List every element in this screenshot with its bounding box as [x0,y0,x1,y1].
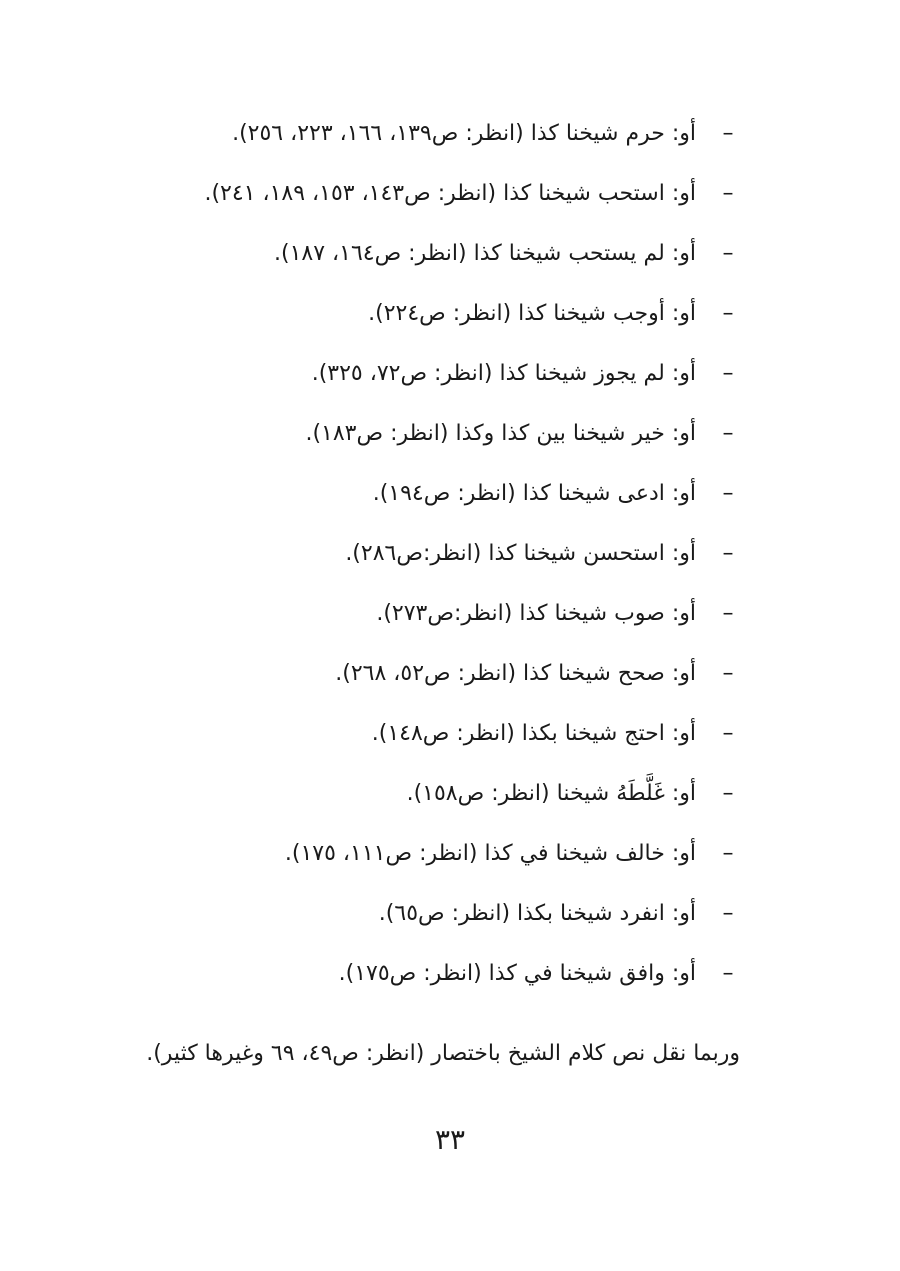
bullet-dash: – [722,841,734,866]
bullet-dash: – [722,481,734,506]
list-item [100,706,740,766]
list-item-text: أو: خير شيخنا بين كذا وكذا (انظر: ص١٨٣). [305,421,696,446]
list-item [100,826,740,886]
list-item [100,226,740,286]
bullet-dash: – [722,961,734,986]
list-item-text: أو: وافق شيخنا في كذا (انظر: ص١٧٥). [338,961,696,986]
bullet-dash: – [722,721,734,746]
list-item-text: أو: انفرد شيخنا بكذا (انظر: ص٦٥). [378,901,696,926]
list-item-text: أو: استحسن شيخنا كذا (انظر:ص٢٨٦). [345,541,696,566]
list-item-text: أو: غَلَّطَهُ شيخنا (انظر: ص١٥٨). [406,781,696,806]
bullet-dash: – [722,121,734,146]
bullet-dash: – [722,601,734,626]
list-item [100,106,740,166]
list-item [100,346,740,406]
bullet-dash: – [722,661,734,686]
list-item [100,766,740,826]
bullet-dash: – [722,541,734,566]
closing-paragraph: وربما نقل نص كلام الشيخ باختصار (انظر: ص٤٩، ٦٩ وغيرها كثير). [146,1041,740,1066]
list-item-text: أو: احتج شيخنا بكذا (انظر: ص١٤٨). [371,721,696,746]
bullet-dash: – [722,241,734,266]
list-item [100,406,740,466]
list-item [100,466,740,526]
page-number: ٣٣ [434,1123,466,1156]
list-item-text: أو: خالف شيخنا في كذا (انظر: ص١١١، ١٧٥). [284,841,696,866]
list-item-text: أو: استحب شيخنا كذا (انظر: ص١٤٣، ١٥٣، ١٨٩، ٢٤١). [204,181,696,206]
citation-list [100,106,740,1006]
list-item [100,526,740,586]
list-item [100,286,740,346]
bullet-dash: – [722,181,734,206]
list-item-text: أو: أوجب شيخنا كذا (انظر: ص٢٢٤). [368,301,696,326]
list-item-text: أو: لم يستحب شيخنا كذا (انظر: ص١٦٤، ١٨٧). [274,241,696,266]
list-item [100,646,740,706]
list-item [100,946,740,1006]
bullet-dash: – [722,781,734,806]
bullet-dash: – [722,901,734,926]
bullet-dash: – [722,361,734,386]
bullet-dash: – [722,301,734,326]
list-item [100,886,740,946]
list-item-text: أو: لم يجوز شيخنا كذا (انظر: ص٧٢، ٣٢٥). [311,361,696,386]
list-item [100,586,740,646]
list-item-text: أو: صوب شيخنا كذا (انظر:ص٢٧٣). [376,601,696,626]
list-item-text: أو: ادعى شيخنا كذا (انظر: ص١٩٤). [372,481,696,506]
list-item-text: أو: حرم شيخنا كذا (انظر: ص١٣٩، ١٦٦، ٢٢٣، ٢٥٦). [232,121,696,146]
list-item-text: أو: صحح شيخنا كذا (انظر: ص٥٢، ٢٦٨). [335,661,696,686]
bullet-dash: – [722,421,734,446]
list-item [100,166,740,226]
